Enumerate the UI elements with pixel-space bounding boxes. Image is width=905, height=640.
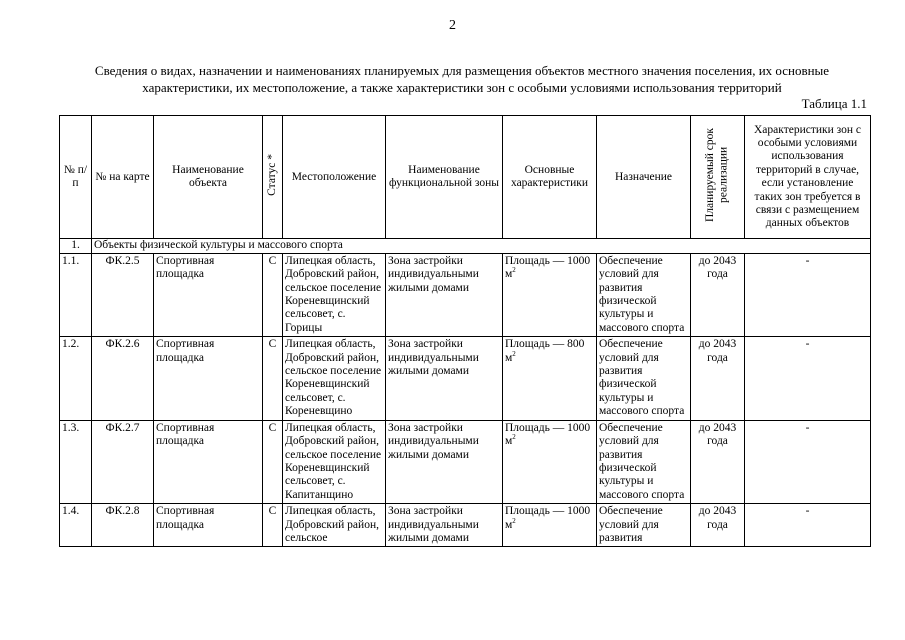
cell-special: - <box>745 504 871 547</box>
cell-purpose <box>597 504 691 547</box>
header-zone: Наименование функциональной зоны <box>386 116 503 239</box>
cell-num: 1.1. <box>60 253 92 336</box>
cell-location: Липецкая область, Добровский район, сельское поселение Кореневщинский сельсовет, с. Горицы <box>283 253 386 336</box>
cell-name: Спортивная площадка <box>154 504 263 547</box>
header-term <box>691 116 745 239</box>
characteristics-text: Площадь — 800 м <box>505 338 585 364</box>
cell-location: Липецкая область, Добровский район, сельское поселение Кореневщинский сельсовет, с. Кореневщино <box>283 337 386 420</box>
cell-status: С <box>263 253 283 336</box>
cell-zone: Зона застройки индивидуальными жилыми домами <box>386 504 503 547</box>
header-purpose: Назначение <box>597 116 691 239</box>
cell-purpose: Обеспечение условий для развития физической культуры и массового спорта <box>597 420 691 503</box>
header-term-text: Планируемый срок реализации <box>704 128 730 222</box>
unit-superscript: 2 <box>512 516 516 525</box>
cell-num: 1.2. <box>60 337 92 420</box>
cell-purpose: Обеспечение условий для развития физической культуры и массового спорта <box>597 337 691 420</box>
location-text: Липецкая область, Добровский район, сельское <box>285 505 379 544</box>
cell-map-num: ФК.2.7 <box>92 420 154 503</box>
cell-term: до 2043 года <box>691 337 745 420</box>
table-row <box>60 504 871 547</box>
cell-term: до 2043 года <box>691 420 745 503</box>
characteristics-text: Площадь — 1000 м <box>505 421 591 448</box>
cell-characteristics <box>503 420 597 503</box>
unit-superscript: 2 <box>512 349 516 358</box>
table-label: Таблица 1.1 <box>801 96 867 111</box>
cell-special: - <box>745 337 871 420</box>
cell-status: С <box>263 504 283 547</box>
cell-name: Спортивная площадка <box>154 420 263 503</box>
cell-characteristics <box>503 504 597 547</box>
cell-term: до 2043 года <box>691 504 745 547</box>
table-row <box>60 253 871 336</box>
cell-purpose: Обеспечение условий для развития физической культуры и массового спорта <box>597 253 691 336</box>
unit-superscript: 2 <box>512 433 516 442</box>
document-title: Сведения о видах, назначении и наименованиях планируемых для размещения объектов местного значения поселения, их основные характеристики, их местоположение, а также характеристики зон с особыми условиями использования территорий <box>94 63 830 95</box>
section-title: Объекты физической культуры и массового спорта <box>92 239 871 253</box>
table-header-row <box>60 116 871 239</box>
cell-name: Спортивная площадка <box>154 253 263 336</box>
cell-zone: Зона застройки индивидуальными жилыми домами <box>386 253 503 336</box>
header-status <box>263 116 283 239</box>
cell-num: 1.3. <box>60 420 92 503</box>
section-num: 1. <box>60 239 92 253</box>
purpose-text: Обеспечение условий для развития <box>599 505 663 544</box>
table-row <box>60 420 871 503</box>
header-special: Характеристики зон с особыми условиями использования территорий в случае, если установление таких зон требуется в связи с размещением данных объектов <box>745 116 871 239</box>
cell-name: Спортивная площадка <box>154 337 263 420</box>
characteristics-text: Площадь — 1000 м <box>505 254 591 281</box>
cell-location: Липецкая область, Добровский район, сельское поселение Кореневщинский сельсовет, с. Капитанщино <box>283 420 386 503</box>
page-number: 2 <box>449 18 456 33</box>
cell-map-num: ФК.2.6 <box>92 337 154 420</box>
cell-status: С <box>263 337 283 420</box>
cell-location <box>283 504 386 547</box>
cell-characteristics <box>503 253 597 336</box>
cell-special: - <box>745 253 871 336</box>
cell-map-num: ФК.2.8 <box>92 504 154 547</box>
cell-num: 1.4. <box>60 504 92 547</box>
header-characteristics: Основные характеристики <box>503 116 597 239</box>
cell-term: до 2043 года <box>691 253 745 336</box>
objects-table <box>59 115 871 547</box>
unit-superscript: 2 <box>512 266 516 275</box>
header-status-text: Статус * <box>265 154 278 196</box>
cell-status: С <box>263 420 283 503</box>
cell-zone: Зона застройки индивидуальными жилыми домами <box>386 337 503 420</box>
cell-zone: Зона застройки индивидуальными жилыми домами <box>386 420 503 503</box>
cell-characteristics <box>503 337 597 420</box>
characteristics-text: Площадь — 1000 м <box>505 505 591 531</box>
section-row <box>60 239 871 253</box>
cell-map-num: ФК.2.5 <box>92 253 154 336</box>
table-row <box>60 337 871 420</box>
header-name: Наименование объекта <box>154 116 263 239</box>
header-map-num: № на карте <box>92 116 154 239</box>
cell-special: - <box>745 420 871 503</box>
header-num: № п/п <box>60 116 92 239</box>
header-location: Местоположение <box>283 116 386 239</box>
